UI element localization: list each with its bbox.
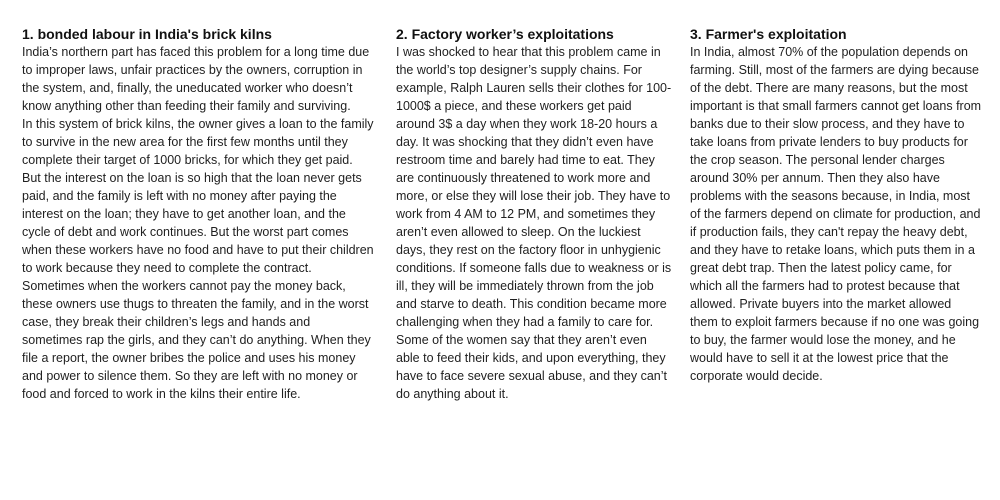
section-paragraph: In this system of brick kilns, the owner gives a loan to the family to survive in the new area for the first few months until they complete their target of 1000 bricks, for which they get paid. But the interest on the loan is so high that the loan never gets paid, and the family is left with no money after paying the interest on the loan; they have to get another loan, and the cycle of debt and work continues. But the worst part comes when these workers have no food and have to put their children to work because they need to complete the contract. Sometimes when the workers cannot pay the money back, these owners use thugs to threaten the family, and in the worst case, they break their children’s legs and hands and sometimes rap the girls, and they can’t do anything. When they file a report, the owner bribes the police and uses his money and power to silence them. So they are left with no money or food and forced to work in the kilns their entire life. (22, 117, 374, 401)
section-paragraph: I was shocked to hear that this problem came in the world’s top designer’s supply chains. For example, Ralph Lauren sells their clothes for 100-1000$ a piece, and these workers get paid around 3$ a day when they work 18-20 hours a day. It was shocking that they didn’t even have restroom time and barely had time to eat. They are continuously threatened to work more and more, or else they will lose their job. They have to work from 4 AM to 12 PM, and sometimes they aren’t even allowed to sleep. On the luckiest days, they rest on the factory floor in unhygienic conditions. If someone falls due to weakness or is ill, they will be immediately thrown from the job and starve to death. This condition became more challenging when they had a family to care for. Some of the women say that they aren’t even able to feed their kids, and upon everything, they have to face severe sexual abuse, and they can’t do anything about it. (396, 45, 672, 401)
section-paragraph: India’s northern part has faced this problem for a long time due to improper laws, unfair practices by the owners, corruption in the system, and, finally, the uneducated worker who doesn’t know anything other than feeding their family and surviving. (22, 45, 370, 113)
section-heading: 2. Factory worker’s exploitations (396, 26, 614, 42)
section-farmers (690, 25, 982, 385)
section-factory-workers (396, 25, 672, 403)
section-heading: 3. Farmer's exploitation (690, 26, 847, 42)
section-paragraph: In India, almost 70% of the population depends on farming. Still, most of the farmers are dying because of the debt. There are many reasons, but the most important is that small farmers cannot get loans from banks due to their slow process, and they have to take loans from private lenders to buy products for the crop season. The personal lender charges around 30% per annum. Then they also have problems with the seasons because, in India, most of the farmers depend on climate for production, and if production fails, they can't repay the heavy debt, and they have to retake loans, which puts them in a great debt trap. Then the latest policy came, for which all the farmers had to protest because that allowed. Private buyers into the market allowed them to exploit farmers because if no one was going to buy, the farmer would lose the money, and he would have to sell it at the lowest price that the corporate would decide. (690, 45, 982, 383)
section-heading: 1. bonded labour in India's brick kilns (22, 26, 272, 42)
section-bonded-labour (22, 25, 374, 403)
